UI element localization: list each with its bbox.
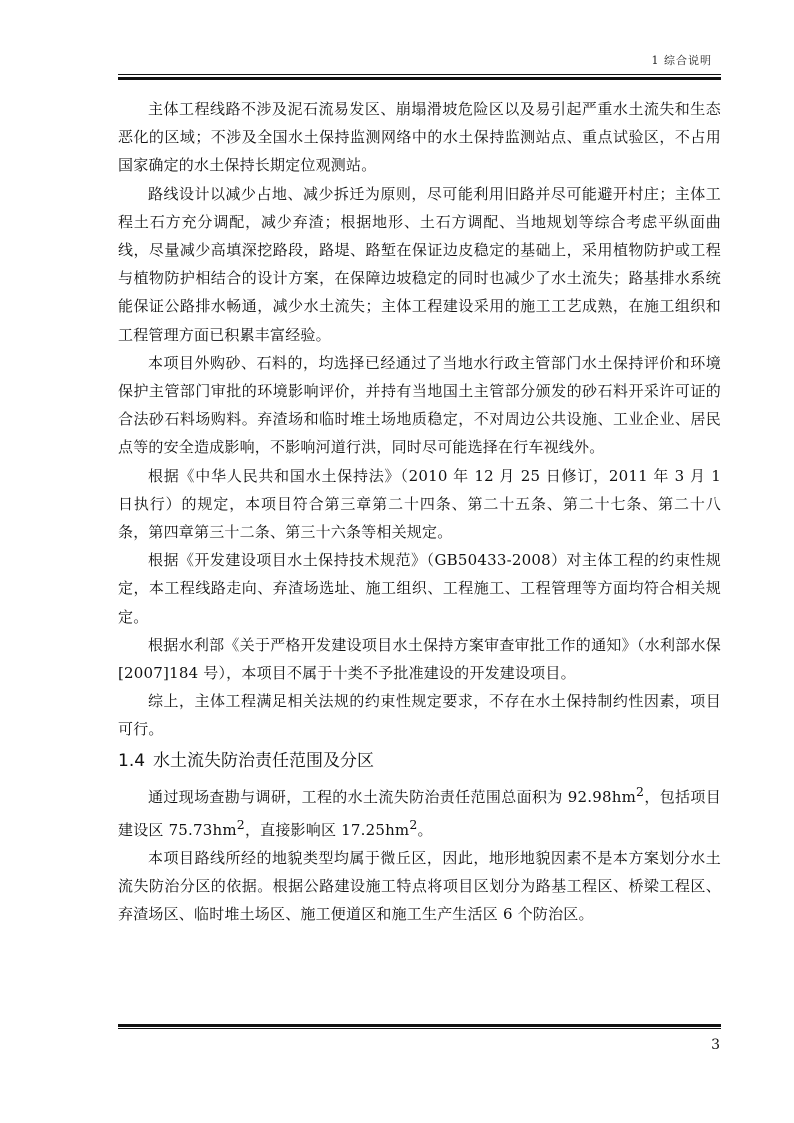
chapter-header: 1 综合说明: [651, 54, 712, 67]
footer-rule-top: [118, 1024, 721, 1027]
header-rule-top: [118, 74, 721, 75]
area-paragraph: 通过现场查勘与调研，工程的水土流失防治责任范围总面积为 $92.98hm^2$，包括项目建设区 $75.73hm^2$，直接影响区 $17.25hm^2$。: [118, 783, 721, 839]
paragraph: 根据《中华人民共和国水土保持法》（2010 年 12 月 25 日修订，2011 年 3 月 1 日执行）的规定，本项目符合第三章第二十四条、第二十五条、第二十七条、第二十八条，第四章第三十二条、第三十六条等相关规定。: [118, 466, 721, 542]
footer-rule-bottom: [118, 1028, 721, 1029]
paragraph: 根据《开发建设项目水土保持技术规范》（GB50433-2008）对主体工程的约束性规定，本工程线路走向、弃渣场选址、施工组织、工程施工、工程管理等方面均符合相关规定。: [118, 551, 721, 626]
paragraph: 根据水利部《关于严格开发建设项目水土保持方案审查审批工作的通知》（水利部水保[2007]184 号），本项目不属于十类不予批准建设的开发建设项目。: [118, 635, 721, 683]
header-rule-bottom: [118, 77, 721, 80]
section-heading: [118, 746, 721, 776]
paragraph: 主体工程线路不涉及泥石流易发区、崩塌滑坡危险区以及易引起严重水土流失和生态恶化的区域；不涉及全国水土保持监测网络中的水土保持监测站点、重点试验区，不占用国家确定的水土保持长期定位观测站。: [118, 100, 721, 175]
paragraph: 综上，主体工程满足相关法规的约束性规定要求，不存在水土保持制约性因素，项目可行。: [118, 692, 721, 739]
paragraph: 路线设计以减少占地、减少拆迁为原则，尽可能利用旧路并尽可能避开村庄；主体工程土石方充分调配，减少弃渣；根据地形、土石方调配、当地规划等综合考虑平纵面曲线，尽量减少高填深挖路段，路堤、路堑在保证边皮稳定的基础上，采用植物防护或工程与植物防护相结合的设计方案，在保障边坡稳定的同时也减少了水土流失；路基排水系统能保证公路排水畅通，减少水土流失；主体工程建设采用的施工工艺成熟，在施工组织和工程管理方面已积累丰富经验。: [118, 184, 721, 344]
paragraph: 本项目路线所经的地貌类型均属于微丘区，因此，地形地貌因素不是本方案划分水土流失防治分区的依据。根据公路建设施工特点将项目区划分为路基工程区、桥梁工程区、弃渣场区、临时堆土场区、施工便道区和施工生产生活区 6 个防治区。: [118, 849, 721, 924]
paragraph: 本项目外购砂、石料的，均选择已经通过了当地水行政主管部门水土保持评价和环境保护主管部门审批的环境影响评价，并持有当地国土主管部分颁发的砂石料开采许可证的合法砂石料场购料。弃渣场和临时堆土场地质稳定，不对周边公共设施、工业企业、居民点等的安全造成影响，不影响河道行洪，同时尽可能选择在行车视线外。: [118, 353, 721, 457]
page-number: 3: [711, 1037, 720, 1053]
section-title: 水土流失防治责任范围及分区: [153, 750, 375, 771]
document-body: [118, 95, 721, 929]
section-number: 1.4: [118, 750, 146, 771]
